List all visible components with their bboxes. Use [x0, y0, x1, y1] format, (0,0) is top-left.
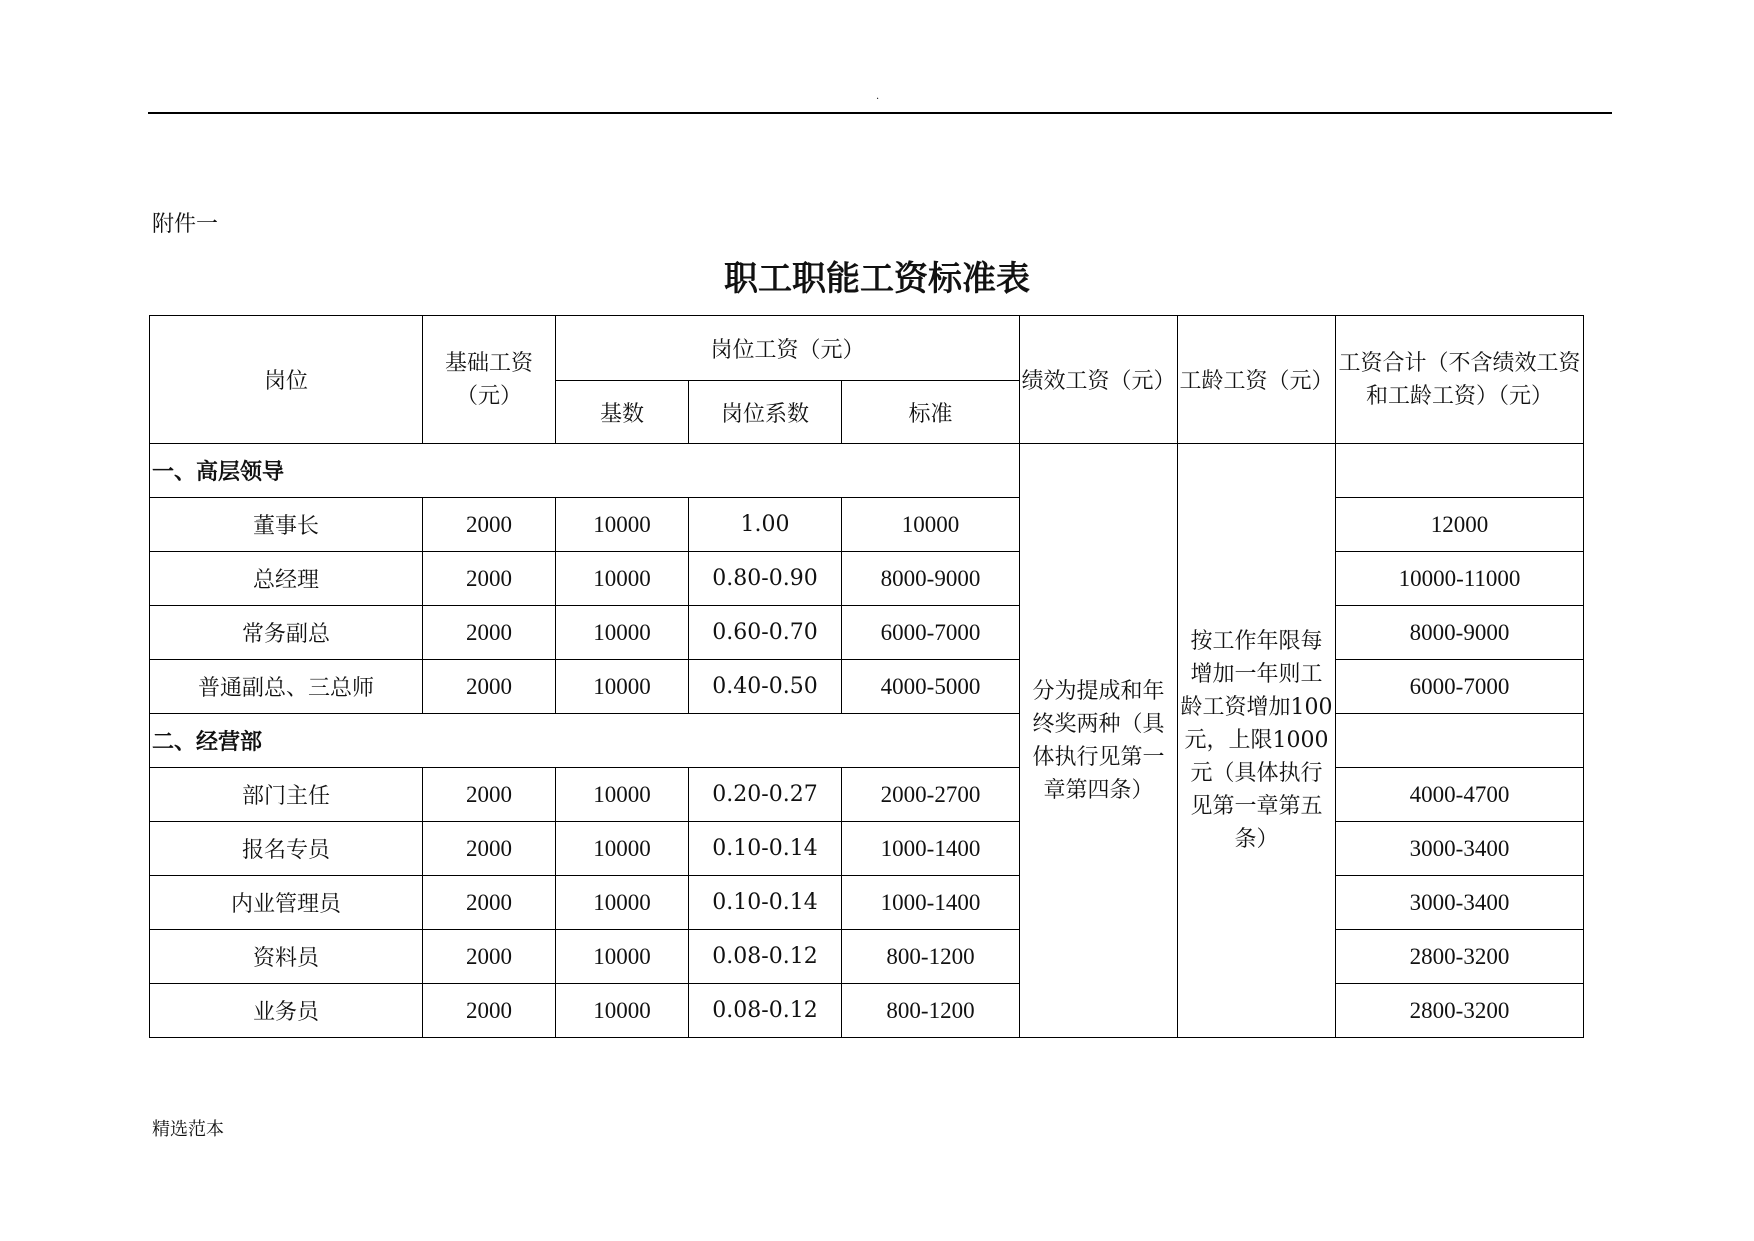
table-row [150, 768, 1584, 822]
post-base-cell: 10000 [556, 606, 689, 660]
post-base-cell: 10000 [556, 930, 689, 984]
standard-cell: 4000-5000 [842, 660, 1020, 714]
standard-cell: 1000-1400 [842, 876, 1020, 930]
position-cell: 常务副总 [150, 606, 423, 660]
position-cell: 董事长 [150, 498, 423, 552]
header-performance-wage: 绩效工资（元） [1020, 316, 1178, 444]
standard-cell: 800-1200 [842, 984, 1020, 1038]
table-row [150, 984, 1584, 1038]
position-cell: 部门主任 [150, 768, 423, 822]
total-cell: 2800-3200 [1336, 984, 1584, 1038]
total-cell: 12000 [1336, 498, 1584, 552]
base-wage-cell: 2000 [423, 606, 556, 660]
post-base-cell: 10000 [556, 876, 689, 930]
post-base-cell: 10000 [556, 768, 689, 822]
wage-standard-table [149, 315, 1584, 1038]
section-title: 一、高层领导 [150, 444, 1020, 498]
base-wage-cell: 2000 [423, 660, 556, 714]
standard-cell: 1000-1400 [842, 822, 1020, 876]
position-cell: 普通副总、三总师 [150, 660, 423, 714]
header-post-base: 基数 [556, 381, 689, 444]
total-cell [1336, 714, 1584, 768]
table-row [150, 606, 1584, 660]
post-base-cell: 10000 [556, 552, 689, 606]
seniority-note: 按工作年限每增加一年则工龄工资增加100元，上限1000元（具体执行见第一章第五条） [1178, 444, 1336, 1038]
coefficient-cell: 0.08-0.12 [689, 930, 842, 984]
table-row [150, 930, 1584, 984]
position-cell: 业务员 [150, 984, 423, 1038]
base-wage-cell: 2000 [423, 930, 556, 984]
coefficient-cell: 0.80-0.90 [689, 552, 842, 606]
standard-cell: 800-1200 [842, 930, 1020, 984]
table-row [150, 876, 1584, 930]
total-cell: 3000-3400 [1336, 876, 1584, 930]
coefficient-cell: 1.00 [689, 498, 842, 552]
table-row [150, 660, 1584, 714]
header-total-wage: 工资合计（不含绩效工资和工龄工资）（元） [1336, 316, 1584, 444]
total-cell: 2800-3200 [1336, 930, 1584, 984]
post-base-cell: 10000 [556, 498, 689, 552]
header-mark: . [876, 91, 880, 102]
post-base-cell: 10000 [556, 984, 689, 1038]
table-row [150, 822, 1584, 876]
header-post-coefficient: 岗位系数 [689, 381, 842, 444]
table-row [150, 552, 1584, 606]
base-wage-cell: 2000 [423, 876, 556, 930]
coefficient-cell: 0.08-0.12 [689, 984, 842, 1038]
base-wage-cell: 2000 [423, 768, 556, 822]
annex-label: 附件一 [152, 212, 219, 237]
base-wage-cell: 2000 [423, 552, 556, 606]
performance-note: 分为提成和年终奖两种（具体执行见第一章第四条） [1020, 444, 1178, 1038]
total-cell: 6000-7000 [1336, 660, 1584, 714]
coefficient-cell: 0.20-0.27 [689, 768, 842, 822]
total-cell: 3000-3400 [1336, 822, 1584, 876]
post-base-cell: 10000 [556, 822, 689, 876]
post-base-cell: 10000 [556, 660, 689, 714]
coefficient-cell: 0.10-0.14 [689, 876, 842, 930]
section-title: 二、经营部 [150, 714, 1020, 768]
total-cell: 10000-11000 [1336, 552, 1584, 606]
coefficient-cell: 0.40-0.50 [689, 660, 842, 714]
position-cell: 总经理 [150, 552, 423, 606]
header-post-standard: 标准 [842, 381, 1020, 444]
position-cell: 内业管理员 [150, 876, 423, 930]
standard-cell: 10000 [842, 498, 1020, 552]
standard-cell: 8000-9000 [842, 552, 1020, 606]
base-wage-cell: 2000 [423, 984, 556, 1038]
total-cell: 8000-9000 [1336, 606, 1584, 660]
header-base-wage: 基础工资（元） [423, 316, 556, 444]
position-cell: 资料员 [150, 930, 423, 984]
header-seniority-wage: 工龄工资（元） [1178, 316, 1336, 444]
position-cell: 报名专员 [150, 822, 423, 876]
base-wage-cell: 2000 [423, 498, 556, 552]
standard-cell: 6000-7000 [842, 606, 1020, 660]
table-row [150, 498, 1584, 552]
coefficient-cell: 0.60-0.70 [689, 606, 842, 660]
header-post-wage: 岗位工资（元） [556, 316, 1020, 381]
header-position: 岗位 [150, 316, 423, 444]
total-cell [1336, 444, 1584, 498]
footer-text: 精选范本 [152, 1119, 224, 1140]
base-wage-cell: 2000 [423, 822, 556, 876]
coefficient-cell: 0.10-0.14 [689, 822, 842, 876]
total-cell: 4000-4700 [1336, 768, 1584, 822]
header-rule [148, 112, 1612, 114]
page-title: 职工职能工资标准表 [724, 259, 1030, 299]
standard-cell: 2000-2700 [842, 768, 1020, 822]
